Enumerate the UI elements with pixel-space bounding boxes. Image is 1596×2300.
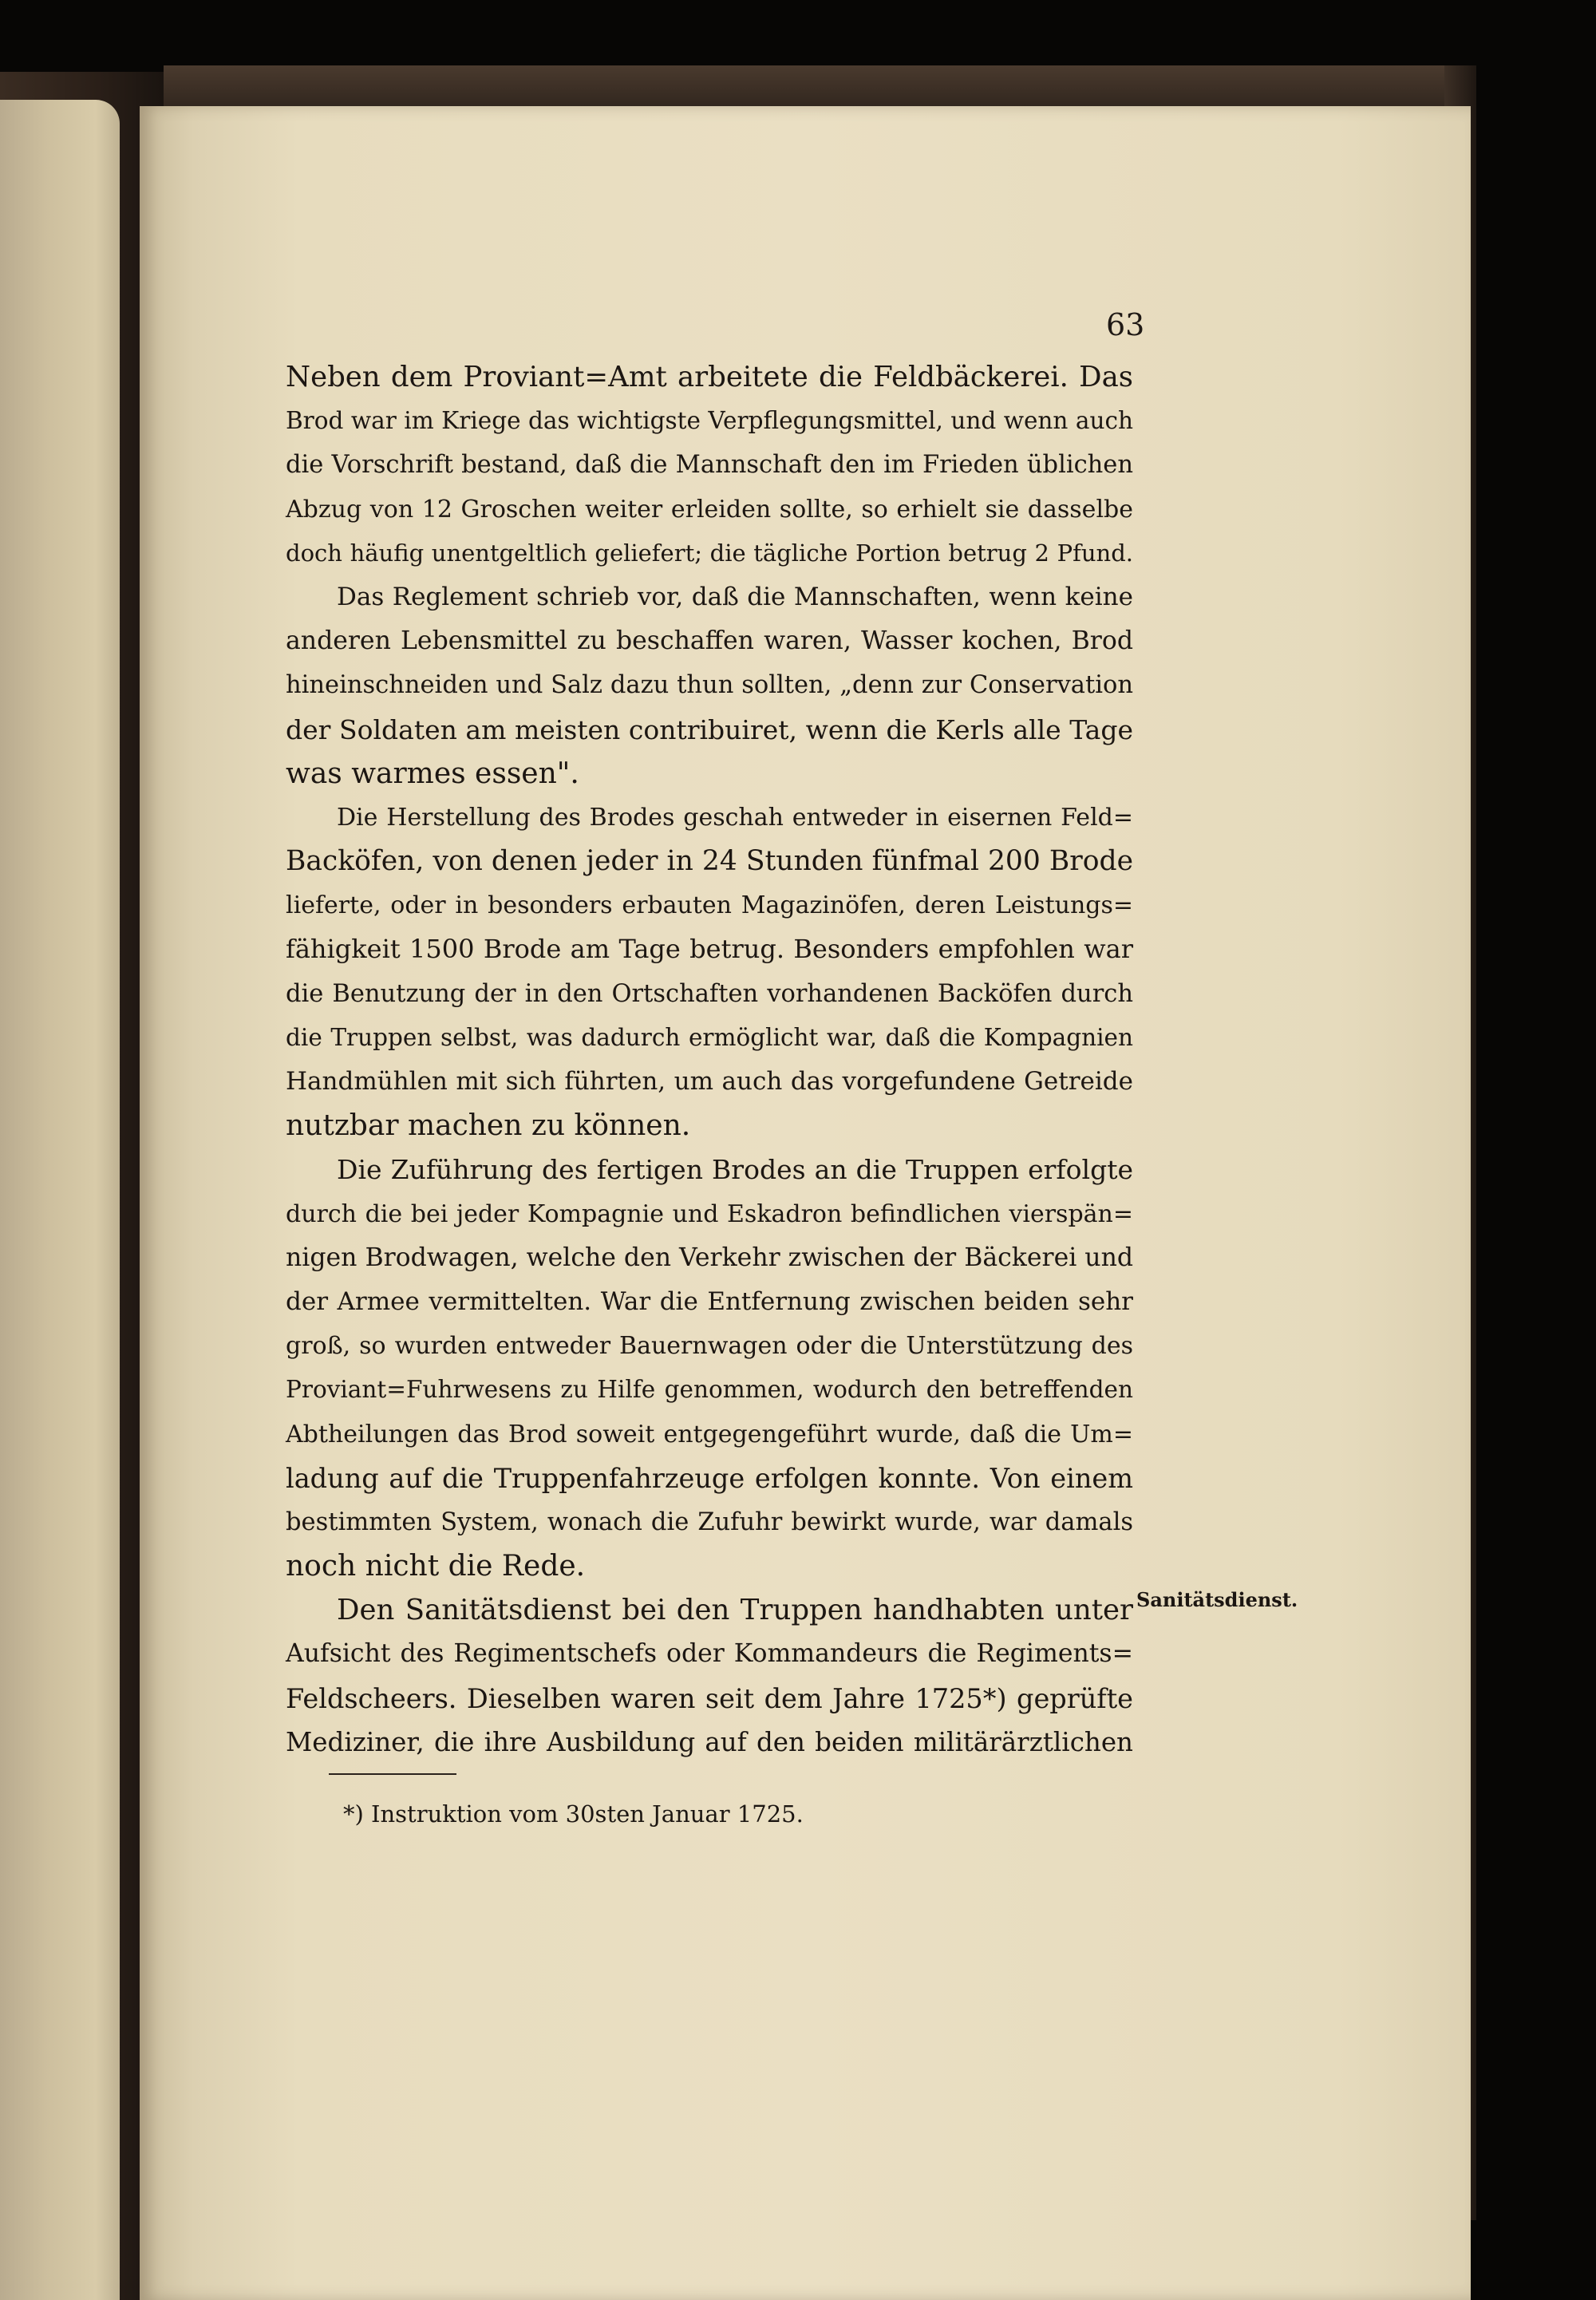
text-line: Handmühlen mit sich führten, um auch das vorgefundene Getreide — [286, 1067, 1133, 1096]
text-line: die Vorschrift bestand, daß die Mannschaft den im Frieden üblichen — [286, 451, 1133, 480]
paragraph — [286, 1588, 1133, 1765]
text-line: bestimmten System, wonach die Zufuhr bewirkt wurde, war damals — [286, 1508, 1133, 1536]
text-line: Abzug von 12 Groschen weiter erleiden sollte, so erhielt sie dasselbe — [286, 495, 1133, 524]
text-line: Die Zuführung des fertigen Brodes an die Truppen erfolgte — [337, 1154, 1133, 1186]
text-line: Feldscheers. Dieselben waren seit dem Jahre 1725*) geprüfte — [286, 1682, 1133, 1714]
paragraph — [286, 1148, 1133, 1588]
text-line: Backöfen, von denen jeder in 24 Stunden fünfmal 200 Brode — [286, 845, 1133, 878]
text-line: Mediziner, die ihre Ausbildung auf den beiden militärärztlichen — [286, 1726, 1133, 1757]
text-line: der Armee vermittelten. War die Entfernung zwischen beiden sehr — [286, 1286, 1133, 1316]
margin-note: Sanitätsdienst. — [1136, 1588, 1298, 1611]
text-line: Proviant=Fuhrwesens zu Hilfe genommen, wodurch den betreffenden — [286, 1376, 1133, 1404]
text-line: anderen Lebensmittel zu beschaffen waren, Wasser kochen, Brod — [286, 626, 1133, 656]
text-line: der Soldaten am meisten contribuiret, wenn die Kerls alle Tage — [286, 713, 1133, 745]
text-line: die Truppen selbst, was dadurch ermöglicht war, daß die Kompagnien — [286, 1023, 1133, 1051]
text-line: Brod war im Kriege das wichtigste Verpflegungsmittel, und wenn auch — [286, 407, 1133, 435]
paragraph — [286, 355, 1133, 575]
text-line: groß, so wurden entweder Bauernwagen oder die Unterstützung des — [286, 1332, 1133, 1361]
text-line: Abtheilungen das Brod soweit entgegengeführt wurde, daß die Um= — [286, 1420, 1133, 1448]
text-line: Aufsicht des Regimentschefs oder Kommandeurs die Regiments= — [286, 1639, 1133, 1669]
text-line: ladung auf die Truppenfahrzeuge erfolgen konnte. Von einem — [286, 1462, 1133, 1494]
text-line: was warmes essen". — [286, 757, 579, 790]
text-line: durch die bei jeder Kompagnie und Eskadron befindlichen vierspän= — [286, 1199, 1133, 1228]
text-line: hineinschneiden und Salz dazu thun sollten, „denn zur Conservation — [286, 671, 1133, 700]
footnote-divider — [329, 1773, 456, 1775]
text-line: Die Herstellung des Brodes geschah entweder in eisernen Feld= — [337, 803, 1133, 832]
paragraph — [286, 575, 1133, 796]
text-line: Den Sanitätsdienst bei den Truppen handhabten unter — [337, 1594, 1133, 1627]
paragraph — [286, 796, 1133, 1148]
text-line: doch häufig unentgeltlich geliefert; die tägliche Portion betrug 2 Pfund. — [286, 539, 1133, 567]
text-line: die Benutzung der in den Ortschaften vorhandenen Backöfen durch — [286, 979, 1133, 1008]
page-number: 63 — [1106, 307, 1145, 342]
text-line: lieferte, oder in besonders erbauten Magazinöfen, deren Leistungs= — [286, 891, 1133, 920]
text-line: nutzbar machen zu können. — [286, 1109, 691, 1143]
text-line: fähigkeit 1500 Brode am Tage betrug. Besonders empfohlen war — [286, 934, 1133, 965]
text-line: Neben dem Proviant=Amt arbeitete die Feldbäckerei. Das — [286, 361, 1133, 393]
text-line: nigen Brodwagen, welche den Verkehr zwischen der Bäckerei und — [286, 1243, 1134, 1272]
footnote: *) Instruktion vom 30sten Januar 1725. — [343, 1800, 804, 1828]
text-line: Das Reglement schrieb vor, daß die Mannschaften, wenn keine — [337, 582, 1133, 611]
text-line: noch nicht die Rede. — [286, 1550, 586, 1583]
body-text — [286, 355, 1133, 1765]
left-page-edge — [0, 100, 120, 2300]
